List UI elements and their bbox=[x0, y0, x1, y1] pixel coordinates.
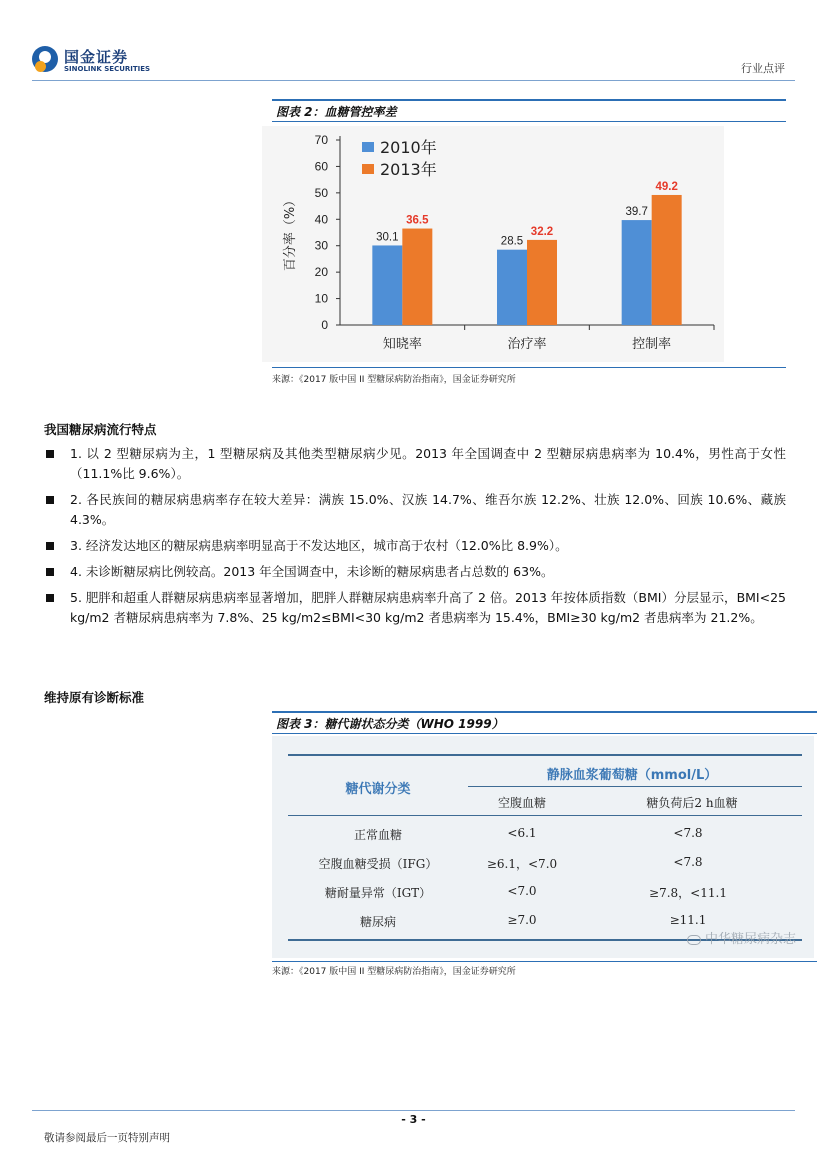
legend-label: 2013年 bbox=[380, 160, 437, 179]
footer-divider bbox=[32, 1110, 795, 1111]
x-tick-label: 治疗率 bbox=[507, 337, 547, 352]
figure2-title-rule bbox=[272, 121, 786, 122]
data-label: 30.1 bbox=[376, 231, 399, 244]
disclaimer-note: 敬请参阅最后一页特别声明 bbox=[44, 1132, 170, 1144]
company-logo bbox=[32, 44, 156, 80]
list-item: 4. 未诊断糖尿病比例较高。2013 年全国调查中，未诊断的糖尿病患者占总数的 63%。 bbox=[44, 562, 786, 582]
table-cell-2h: <7.8 bbox=[673, 855, 703, 869]
figure2-bottom-rule bbox=[272, 367, 786, 368]
header-divider bbox=[32, 80, 795, 81]
table-cell-fasting: <6.1 bbox=[507, 826, 537, 840]
data-label: 28.5 bbox=[500, 235, 524, 248]
table-cell-2h: ≥11.1 bbox=[669, 913, 707, 927]
table-cell-category: 糖尿病 bbox=[359, 915, 397, 929]
legend-swatch bbox=[362, 142, 374, 152]
y-tick-label: 10 bbox=[314, 291, 328, 306]
bar bbox=[402, 229, 432, 325]
watermark: 中华糖尿病杂志 bbox=[687, 928, 796, 947]
table-col-2h-header: 糖负荷后2 h血糖 bbox=[646, 796, 738, 810]
data-label: 49.2 bbox=[655, 180, 678, 193]
bullet-icon bbox=[46, 594, 54, 602]
table-col-fasting-header: 空腹血糖 bbox=[497, 796, 547, 810]
page-number: - 3 - bbox=[401, 1113, 426, 1126]
figure3-source: 来源：《2017 版中国 II 型糖尿病防治指南》，国金证券研究所 bbox=[272, 967, 516, 977]
bar-chart bbox=[262, 126, 724, 362]
logo-text-en: SINOLINK SECURITIES bbox=[64, 65, 151, 73]
report-type: 行业点评 bbox=[741, 62, 785, 75]
figure2-chart bbox=[262, 126, 724, 362]
table-cell-category: 正常血糖 bbox=[353, 828, 403, 842]
figure2-source: 来源：《2017 版中国 II 型糖尿病防治指南》，国金证券研究所 bbox=[272, 375, 516, 385]
legend-swatch bbox=[362, 164, 374, 174]
bullet-icon bbox=[46, 496, 54, 504]
table-cell-category: 糖耐量异常（IGT） bbox=[324, 886, 432, 900]
y-tick-label: 40 bbox=[314, 212, 328, 227]
bullet-icon bbox=[46, 450, 54, 458]
table-group-rule bbox=[468, 786, 802, 787]
table-top-rule bbox=[288, 754, 802, 756]
table-cell-category: 空腹血糖受损（IFG） bbox=[318, 857, 438, 871]
bar bbox=[527, 240, 557, 325]
section-title-epidemiology: 我国糖尿病流行特点 bbox=[44, 422, 157, 437]
bar bbox=[497, 250, 527, 325]
bar bbox=[372, 245, 402, 325]
figure3-title: 图表 3：糖代谢状态分类（WHO 1999） bbox=[276, 717, 504, 731]
table-col-group-header: 静脉血浆葡萄糖（mmol/L） bbox=[546, 768, 718, 783]
list-item: 5. 肥胖和超重人群糖尿病患病率显著增加，肥胖人群糖尿病患病率升高了 2 倍。2013 年按体质指数（BMI）分层显示，BMI<25 kg/m2 者糖尿病患病率为 7.8%、25 kg/m2≤BMI<30 kg/m2 者患病率为 15.4%，BMI≥30 kg/m2 者患病率为 21.2%。 bbox=[44, 588, 786, 628]
logo-text-cn: 国金证券 bbox=[64, 48, 129, 66]
list-item: 1. 以 2 型糖尿病为主，1 型糖尿病及其他类型糖尿病少见。2013 年全国调查中 2 型糖尿病患病率为 10.4%，男性高于女性（11.1%比 9.6%）。 bbox=[44, 444, 786, 484]
table-header-rule bbox=[288, 815, 802, 816]
y-tick-label: 50 bbox=[314, 185, 328, 200]
y-tick-label: 0 bbox=[321, 318, 328, 332]
list-item: 3. 经济发达地区的糖尿病患病率明显高于不发达地区，城市高于农村（12.0%比 8.9%）。 bbox=[44, 536, 786, 556]
x-tick-label: 控制率 bbox=[632, 337, 672, 352]
bullet-icon bbox=[46, 568, 54, 576]
y-tick-label: 20 bbox=[314, 265, 328, 280]
table-cell-fasting: ≥7.0 bbox=[507, 913, 537, 927]
figure3-title-rule bbox=[272, 733, 817, 734]
figure3-bottom-rule bbox=[272, 961, 817, 962]
x-tick-label: 知晓率 bbox=[382, 337, 422, 352]
y-tick-label: 30 bbox=[314, 238, 328, 253]
y-axis-label: 百分率（%） bbox=[283, 193, 298, 272]
who-classification-table bbox=[272, 736, 814, 958]
table-cell-2h: <7.8 bbox=[673, 826, 703, 840]
data-label: 36.5 bbox=[406, 214, 429, 227]
bullet-icon bbox=[46, 542, 54, 550]
y-tick-label: 70 bbox=[314, 133, 328, 147]
y-tick-label: 60 bbox=[314, 159, 328, 174]
table-cell-fasting: ≥6.1，<7.0 bbox=[486, 857, 558, 871]
bullet-list bbox=[44, 444, 786, 634]
figure3-top-rule bbox=[272, 711, 817, 713]
figure2-top-rule bbox=[272, 99, 786, 101]
section-title-diagnosis: 维持原有诊断标准 bbox=[44, 690, 145, 705]
logo-mark-icon bbox=[32, 46, 58, 72]
wechat-icon bbox=[687, 935, 701, 945]
table-cell-2h: ≥7.8，<11.1 bbox=[649, 886, 727, 900]
table-col-category-header: 糖代谢分类 bbox=[345, 782, 411, 797]
bar bbox=[622, 220, 652, 325]
figure2-title: 图表 2：血糖管控率差 bbox=[276, 105, 397, 119]
data-label: 32.2 bbox=[530, 225, 554, 238]
bar bbox=[652, 195, 682, 325]
legend-label: 2010年 bbox=[380, 138, 437, 157]
list-item: 2. 各民族间的糖尿病患病率存在较大差异：满族 15.0%、汉族 14.7%、维吾尔族 12.2%、壮族 12.0%、回族 10.6%、藏族 4.3%。 bbox=[44, 490, 786, 530]
table-cell-fasting: <7.0 bbox=[507, 884, 537, 898]
data-label: 39.7 bbox=[625, 206, 648, 219]
